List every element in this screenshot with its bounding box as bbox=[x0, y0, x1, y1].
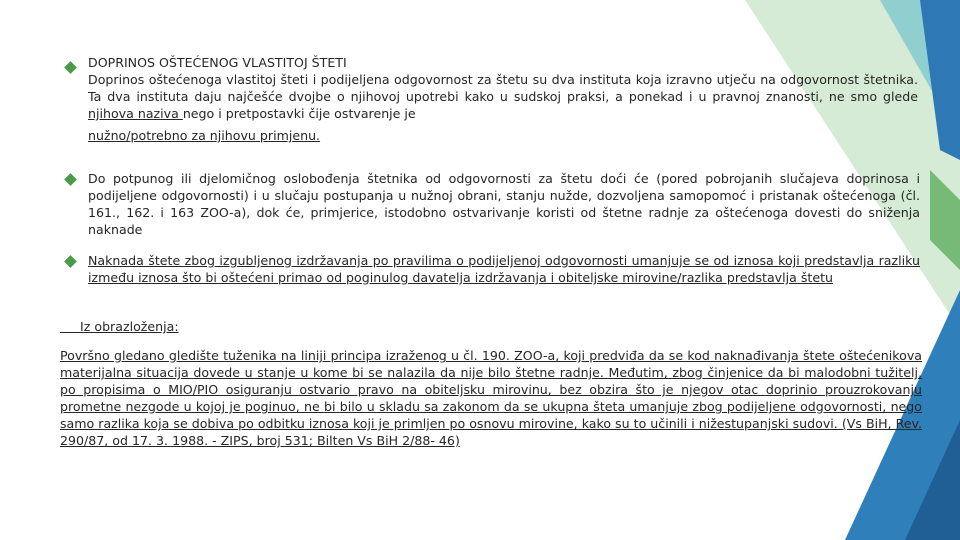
explanation-heading: Iz obrazloženja: bbox=[80, 319, 179, 334]
explanation-heading-row bbox=[60, 318, 360, 335]
bullet-item-3: Naknada štete zbog izgubljenog izdržavanja po pravilima o podijeljenoj odgovornosti umanjuje se od iznosa koji predstavlja razliku između iznosa što bi oštećeni primao od poginulog davatelja izdržavanja i obiteljske mirovine/razlika predstavlja štetu bbox=[88, 253, 920, 285]
bullet-title: DOPRINOS OŠTEĆENOG VLASTITOJ ŠTETI bbox=[88, 55, 347, 70]
bullet-body-text: Doprinos oštećenoga vlastitoj šteti i podijeljena odgovornost za štetu su dva instituta koja izravno utječu na odgovornost štetnika. Ta dva instituta daju najčešće dvojbe o njihovoj upotrebi kako u sudskoj praksi, a ponekad i u pravnoj znanosti, ne smo glede bbox=[88, 72, 918, 104]
bullet-body-last-underlined: nužno/potrebno za njihovu primjenu. bbox=[88, 128, 321, 143]
bullet-item-2: Do potpunog ili djelomičnog oslobođenja štetnika od odgovornosti za štetu doći će (pored pobrojanih slučajeva doprinosa i podijeljene odgovornosti) i u slučaju postupanja u nužnoj obrani, stanju nužde, dozvoljena samopomoć i pristanak oštećenoga (čl. 161., 162. i 163 ZOO-a), dok će, primjerice, istodobno ostvarivanje koristi od štetne radnje za oštećenoga dovesti do sniženja naknade bbox=[88, 171, 920, 237]
bullet-item-1 bbox=[88, 54, 918, 144]
bullet-body-last-line bbox=[88, 127, 918, 144]
bullet-body-text-cont: nego i pretpostavki čije ostvarenje je bbox=[182, 106, 416, 121]
explanation-text: Površno gledano gledište tuženika na liniji principa izraženog u čl. 190. ZOO-a, koji predviđa da se kod naknađivanja štete oštećenikova materijalna situacija dovede u stanje u kome bi se nalazila da nije bilo štetne radnje. Međutim, zbog činjenice da bi malodobni tužitelj, po propisima o MIO/PIO osiguranju ostvario pravo na obiteljsku mirovinu, bez obzira što je njegov otac doprinio prouzrokovanju prometne nezgode u kojoj je poginuo, ne bi bilo u skladu sa zakonom da se ukupna šteta umanjuje zbog podijeljene odgovornosti, nego samo razlika koja se dobiva po odbitku iznosa koji je primljen po osnovu mirovine, kako su to učinili i nižestupanjski sudovi. (Vs BiH, Rev. 290/87, od 17. 3. 1988. - ZIPS, broj 531; Bilten Vs BiH 2/88- 46) bbox=[60, 348, 922, 448]
bullet-body bbox=[88, 71, 918, 122]
bullet-body-underlined: njihova naziva bbox=[88, 106, 183, 121]
